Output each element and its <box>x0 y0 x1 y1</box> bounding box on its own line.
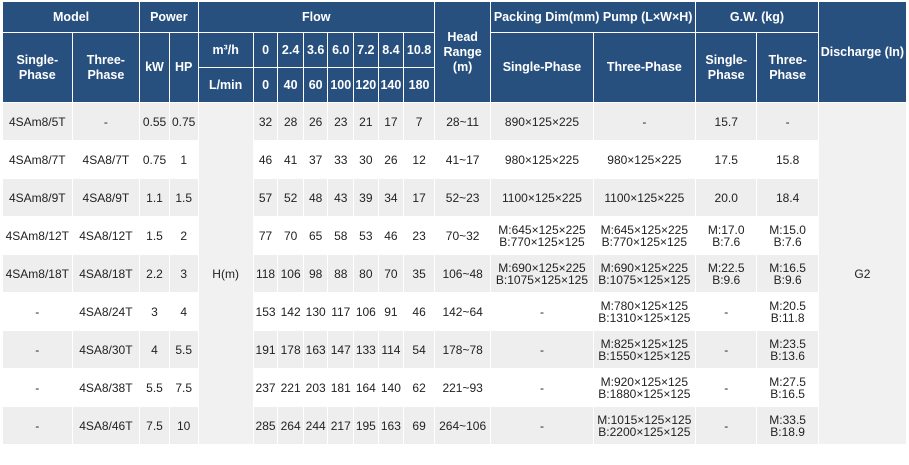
packing-single-phase-header: Single-Phase <box>491 33 593 103</box>
packing-three-phase <box>593 293 695 331</box>
flow-value: 48 <box>303 179 328 217</box>
packing-single-phase <box>491 369 593 407</box>
flow-value: 65 <box>303 217 328 255</box>
gw-three-phase <box>757 103 818 141</box>
packing-three-phase-line: - <box>642 114 647 129</box>
power-kw: 3 <box>140 293 170 331</box>
flow-value: 164 <box>354 369 379 407</box>
gw-single-phase <box>696 179 757 217</box>
flow-value: 191 <box>253 331 278 369</box>
power-kw: 0.55 <box>140 103 170 141</box>
flow-value: 23 <box>328 103 354 141</box>
model-three-phase: 4SA8/30T <box>72 331 140 369</box>
flow-value: 35 <box>404 255 435 293</box>
power-kw: 5.5 <box>140 369 170 407</box>
gw-header: G.W. (kg) <box>696 2 819 33</box>
packing-single-phase <box>491 103 593 141</box>
table-row <box>3 293 907 331</box>
gw-three-phase-line: M:16.5 <box>769 260 806 275</box>
gw-single-phase-line: 15.7 <box>714 114 738 129</box>
gw-three-phase-line: B:16.5 <box>770 386 805 401</box>
flow-value: 46 <box>404 293 435 331</box>
flow-value: 147 <box>328 331 354 369</box>
flow-value: 114 <box>378 331 404 369</box>
flow-value: 98 <box>303 255 328 293</box>
packing-three-phase-line: B:2200×125×125 <box>598 424 691 439</box>
flow-value: 130 <box>303 293 328 331</box>
m3h-header: m³/h <box>198 33 253 68</box>
gw-three-phase-header: Three-Phase <box>757 33 818 103</box>
flow-value: 39 <box>354 179 379 217</box>
model-single-phase: - <box>3 369 73 407</box>
flow-value: 285 <box>253 407 278 445</box>
packing-single-phase-line: 980×125×225 <box>504 152 579 167</box>
power-header: Power <box>140 2 198 33</box>
flow-value: 69 <box>404 407 435 445</box>
flow-value: 181 <box>328 369 354 407</box>
model-single-phase: 4SAm8/5T <box>3 103 73 141</box>
packing-three-phase-line: B:1550×125×125 <box>598 348 691 363</box>
packing-three-phase <box>593 407 695 445</box>
flow-value: 153 <box>253 293 278 331</box>
packing-three-phase-line: 1100×125×225 <box>604 190 685 205</box>
table-row <box>3 217 907 255</box>
flow-value: 221 <box>278 369 304 407</box>
flow-value: 77 <box>253 217 278 255</box>
head-range-value: 106~48 <box>434 255 490 293</box>
model-single-phase-header: Single-Phase <box>3 33 73 103</box>
model-header: Model <box>3 2 140 33</box>
model-single-phase: - <box>3 407 73 445</box>
packing-single-phase-line: - <box>539 342 544 357</box>
packing-single-phase-line: 1100×125×225 <box>502 190 582 205</box>
packing-three-phase-line: M:825×125×125 <box>600 336 689 351</box>
flow-value: 46 <box>378 217 404 255</box>
head-range-value: 52~23 <box>434 179 490 217</box>
packing-single-phase <box>491 217 593 255</box>
packing-single-phase <box>491 293 593 331</box>
gw-three-phase-line: - <box>785 114 790 129</box>
flow-lmin-6: 180 <box>404 68 435 103</box>
gw-three-phase <box>757 217 818 255</box>
packing-single-phase-line: M:645×125×225 <box>498 222 586 237</box>
flow-value: 52 <box>278 179 304 217</box>
model-three-phase-header: Three-Phase <box>72 33 140 103</box>
flow-value: 53 <box>354 217 379 255</box>
packing-three-phase-header: Three-Phase <box>593 33 695 103</box>
kw-header: kW <box>140 33 170 103</box>
model-single-phase: 4SAm8/9T <box>3 179 73 217</box>
power-hp: 3 <box>169 255 198 293</box>
flow-value: 41 <box>278 141 304 179</box>
packing-three-phase <box>593 179 695 217</box>
flow-value: 88 <box>328 255 354 293</box>
gw-single-phase-header: Single-Phase <box>696 33 757 103</box>
flow-value: 133 <box>354 331 379 369</box>
packing-single-phase <box>491 179 593 217</box>
flow-value: 117 <box>328 293 354 331</box>
flow-m3h-3: 6.0 <box>328 33 354 68</box>
packing-three-phase <box>593 369 695 407</box>
flow-value: 32 <box>253 103 278 141</box>
gw-three-phase-line: M:15.0 <box>769 222 806 237</box>
hp-header: HP <box>169 33 198 103</box>
packing-single-phase-line: 890×125×225 <box>504 114 579 129</box>
packing-three-phase-line: B:770×125×125 <box>601 234 688 249</box>
flow-value: 7 <box>404 103 435 141</box>
gw-three-phase-line: B:13.6 <box>770 348 805 363</box>
discharge-value: G2 <box>818 103 906 445</box>
flow-lmin-0: 0 <box>253 68 278 103</box>
gw-single-phase <box>696 331 757 369</box>
gw-three-phase <box>757 331 818 369</box>
model-three-phase: 4SA8/9T <box>72 179 140 217</box>
lmin-header: L/min <box>198 68 253 103</box>
gw-single-phase-line: B:7.6 <box>712 234 741 249</box>
flow-m3h-2: 3.6 <box>303 33 328 68</box>
packing-three-phase-line: M:780×125×125 <box>600 298 689 313</box>
flow-value: 17 <box>378 103 404 141</box>
head-range-value: 70~32 <box>434 217 490 255</box>
flow-value: 23 <box>404 217 435 255</box>
flow-value: 28 <box>278 103 304 141</box>
flow-value: 62 <box>404 369 435 407</box>
gw-single-phase-line: M:17.0 <box>707 222 745 237</box>
gw-single-phase <box>696 369 757 407</box>
packing-three-phase <box>593 217 695 255</box>
flow-value: 80 <box>354 255 379 293</box>
flow-m3h-5: 8.4 <box>378 33 404 68</box>
packing-three-phase-line: B:1075×125×125 <box>598 272 691 287</box>
model-three-phase: - <box>72 103 140 141</box>
flow-value: 37 <box>303 141 328 179</box>
flow-value: 70 <box>278 217 304 255</box>
table-row <box>3 407 907 445</box>
flow-value: 195 <box>354 407 379 445</box>
head-range-header: Head Range (m) <box>434 2 490 103</box>
power-kw: 7.5 <box>140 407 170 445</box>
gw-three-phase-line: M:20.5 <box>769 298 806 313</box>
flow-value: 43 <box>328 179 354 217</box>
gw-single-phase-line: - <box>724 342 729 357</box>
flow-value: 21 <box>354 103 379 141</box>
flow-value: 30 <box>354 141 379 179</box>
table-row <box>3 179 907 217</box>
table-row <box>3 255 907 293</box>
power-kw: 1.1 <box>140 179 170 217</box>
packing-single-phase <box>491 331 593 369</box>
gw-three-phase <box>757 369 818 407</box>
model-three-phase: 4SA8/7T <box>72 141 140 179</box>
flow-value: 140 <box>378 369 404 407</box>
table-row <box>3 141 907 179</box>
packing-header: Packing Dim(mm) Pump (L×W×H) <box>491 2 696 33</box>
table-row <box>3 103 907 141</box>
power-hp: 7.5 <box>169 369 198 407</box>
gw-three-phase <box>757 407 818 445</box>
gw-three-phase-line: M:27.5 <box>769 374 806 389</box>
gw-single-phase-line: 17.5 <box>714 152 738 167</box>
model-three-phase: 4SA8/12T <box>72 217 140 255</box>
gw-three-phase-line: B:18.9 <box>770 424 805 439</box>
packing-three-phase <box>593 141 695 179</box>
head-range-value: 28~11 <box>434 103 490 141</box>
gw-three-phase <box>757 293 818 331</box>
table-row <box>3 331 907 369</box>
model-three-phase: 4SA8/46T <box>72 407 140 445</box>
packing-single-phase <box>491 407 593 445</box>
flow-value: 34 <box>378 179 404 217</box>
model-single-phase: 4SAm8/7T <box>3 141 73 179</box>
power-kw: 1.5 <box>140 217 170 255</box>
flow-lmin-2: 60 <box>303 68 328 103</box>
model-single-phase: 4SAm8/18T <box>3 255 73 293</box>
flow-value: 33 <box>328 141 354 179</box>
flow-value: 57 <box>253 179 278 217</box>
head-range-value: 142~64 <box>434 293 490 331</box>
flow-value: 178 <box>278 331 304 369</box>
discharge-header: Discharge (In) <box>818 2 906 103</box>
power-hp: 0.75 <box>169 103 198 141</box>
gw-single-phase-line: M:22.5 <box>707 260 745 275</box>
flow-value: 91 <box>378 293 404 331</box>
power-hp: 1.5 <box>169 179 198 217</box>
gw-three-phase-line: B:9.6 <box>773 272 802 287</box>
flow-value: 142 <box>278 293 304 331</box>
packing-single-phase-line: - <box>539 304 544 319</box>
model-three-phase: 4SA8/24T <box>72 293 140 331</box>
packing-three-phase-line: B:1880×125×125 <box>598 386 691 401</box>
flow-value: 26 <box>378 141 404 179</box>
gw-single-phase-line: - <box>724 380 729 395</box>
flow-value: 217 <box>328 407 354 445</box>
gw-three-phase-line: B:11.8 <box>770 310 805 325</box>
table-header <box>3 2 907 103</box>
gw-three-phase <box>757 255 818 293</box>
flow-value: 118 <box>253 255 278 293</box>
flow-value: 58 <box>328 217 354 255</box>
model-single-phase: - <box>3 293 73 331</box>
packing-single-phase-line: B:1075×125×125 <box>495 272 588 287</box>
gw-three-phase <box>757 141 818 179</box>
gw-single-phase-line: B:9.6 <box>712 272 741 287</box>
packing-three-phase-line: M:920×125×125 <box>600 374 689 389</box>
packing-single-phase-line: - <box>539 418 544 433</box>
power-hp: 4 <box>169 293 198 331</box>
power-hp: 1 <box>169 141 198 179</box>
gw-three-phase-line: 15.8 <box>775 152 800 167</box>
gw-single-phase <box>696 255 757 293</box>
gw-single-phase <box>696 103 757 141</box>
flow-value: 163 <box>303 331 328 369</box>
flow-header: Flow <box>198 2 434 33</box>
table-row <box>3 369 907 407</box>
gw-three-phase-line: 18.4 <box>775 190 800 205</box>
power-hp: 2 <box>169 217 198 255</box>
packing-three-phase-line: M:690×125×225 <box>600 260 689 275</box>
flow-value: 54 <box>404 331 435 369</box>
flow-m3h-0: 0 <box>253 33 278 68</box>
flow-value: 244 <box>303 407 328 445</box>
flow-value: 70 <box>378 255 404 293</box>
flow-m3h-6: 10.8 <box>404 33 435 68</box>
gw-three-phase-line: B:7.6 <box>773 234 802 249</box>
gw-three-phase <box>757 179 818 217</box>
head-range-value: 221~93 <box>434 369 490 407</box>
model-three-phase: 4SA8/38T <box>72 369 140 407</box>
gw-single-phase <box>696 293 757 331</box>
model-single-phase: 4SAm8/12T <box>3 217 73 255</box>
packing-single-phase <box>491 141 593 179</box>
table-body <box>3 103 907 445</box>
packing-three-phase-line: M:1015×125×125 <box>597 412 692 427</box>
packing-three-phase-line: M:645×125×225 <box>600 222 689 237</box>
flow-m3h-4: 7.2 <box>354 33 379 68</box>
packing-three-phase <box>593 103 695 141</box>
packing-single-phase-line: B:770×125×125 <box>499 234 585 249</box>
flow-value: 203 <box>303 369 328 407</box>
packing-single-phase <box>491 255 593 293</box>
model-three-phase: 4SA8/18T <box>72 255 140 293</box>
gw-single-phase <box>696 407 757 445</box>
power-hp: 10 <box>169 407 198 445</box>
packing-single-phase-line: - <box>539 380 544 395</box>
gw-single-phase-line: - <box>724 304 729 319</box>
gw-single-phase-line: 20.0 <box>714 190 738 205</box>
flow-unit-cell: H(m) <box>198 103 253 445</box>
power-kw: 4 <box>140 331 170 369</box>
flow-value: 26 <box>303 103 328 141</box>
gw-single-phase-line: - <box>724 418 729 433</box>
flow-value: 264 <box>278 407 304 445</box>
head-range-value: 178~78 <box>434 331 490 369</box>
flow-value: 106 <box>278 255 304 293</box>
power-hp: 5.5 <box>169 331 198 369</box>
gw-single-phase <box>696 217 757 255</box>
flow-lmin-4: 120 <box>354 68 379 103</box>
packing-three-phase <box>593 255 695 293</box>
flow-value: 17 <box>404 179 435 217</box>
head-range-value: 264~106 <box>434 407 490 445</box>
power-kw: 2.2 <box>140 255 170 293</box>
spec-table <box>2 1 907 445</box>
flow-lmin-3: 100 <box>328 68 354 103</box>
packing-three-phase-line: B:1310×125×125 <box>598 310 691 325</box>
flow-value: 106 <box>354 293 379 331</box>
flow-lmin-5: 140 <box>378 68 404 103</box>
flow-lmin-1: 40 <box>278 68 304 103</box>
power-kw: 0.75 <box>140 141 170 179</box>
gw-single-phase <box>696 141 757 179</box>
head-range-value: 41~17 <box>434 141 490 179</box>
gw-three-phase-line: M:33.5 <box>769 412 806 427</box>
flow-value: 46 <box>253 141 278 179</box>
flow-value: 12 <box>404 141 435 179</box>
packing-three-phase-line: 980×125×225 <box>607 152 682 167</box>
flow-m3h-1: 2.4 <box>278 33 304 68</box>
flow-value: 163 <box>378 407 404 445</box>
packing-three-phase <box>593 331 695 369</box>
gw-three-phase-line: M:23.5 <box>769 336 806 351</box>
packing-single-phase-line: M:690×125×225 <box>498 260 586 275</box>
flow-value: 237 <box>253 369 278 407</box>
model-single-phase: - <box>3 331 73 369</box>
